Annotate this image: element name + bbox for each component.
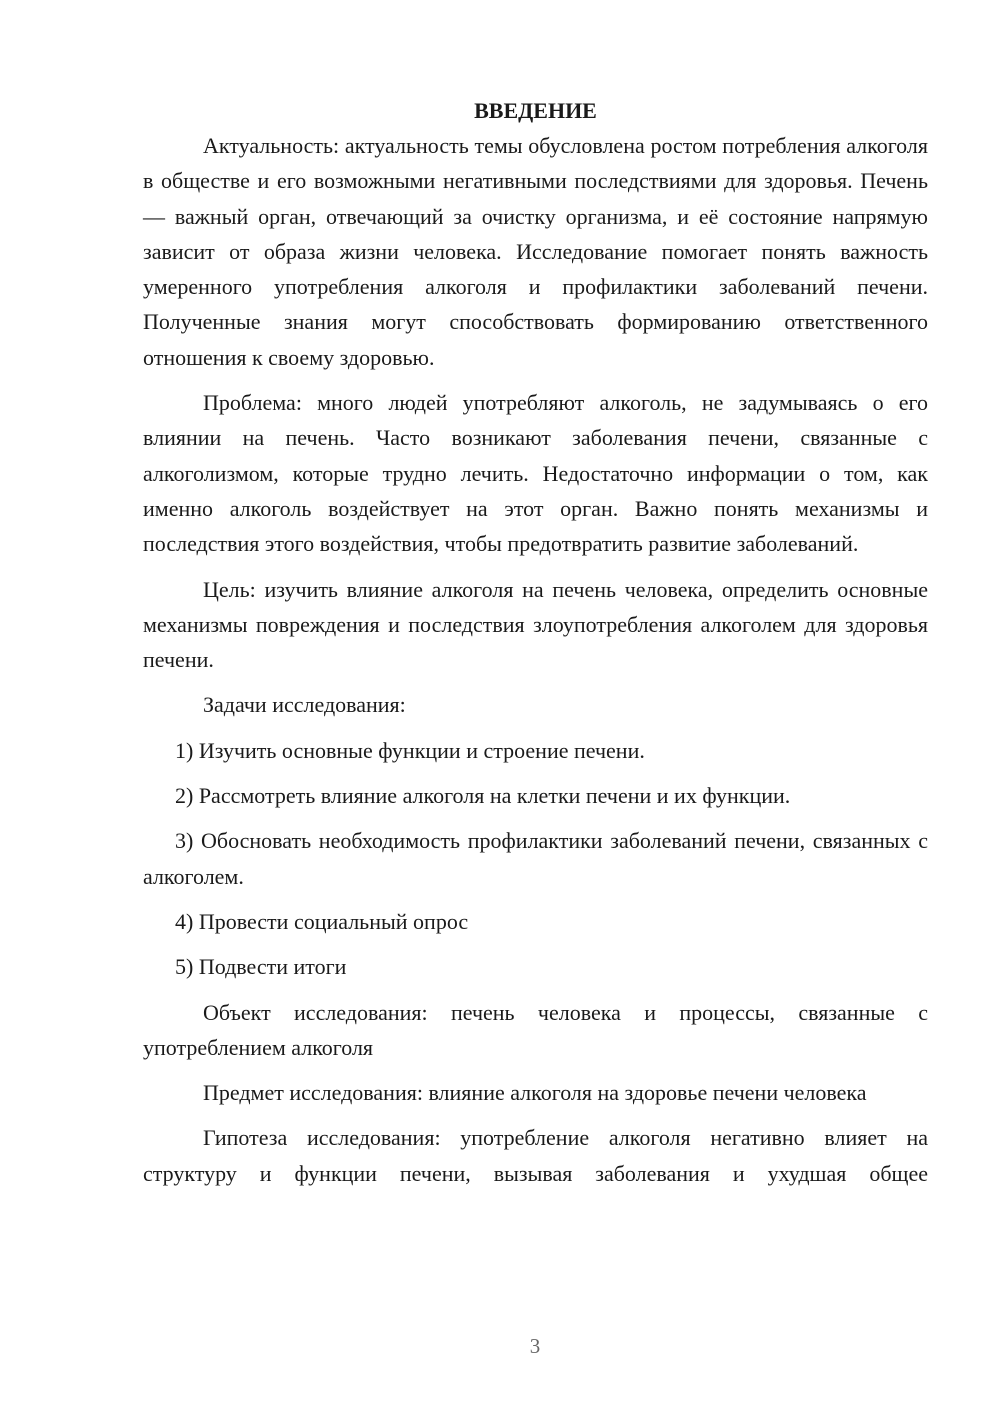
- page-title: ВВЕДЕНИЕ: [474, 98, 597, 123]
- paragraph-problem: Проблема: много людей употребляют алкоголь, не задумываясь о его влиянии на печень. Часто возникают заболевания печени, связанные с алкоголизмом, которые трудно лечить. Недостаточно информации о том, как именно алкоголь воздействует на этот орган. Важно понять механизмы и последствия этого воздействия, чтобы предотвратить развитие заболеваний.: [143, 390, 928, 557]
- paragraph-goal: Цель: изучить влияние алкоголя на печень человека, определить основные механизмы повреждения и последствия злоупотребления алкоголем для здоровья печени.: [143, 576, 928, 673]
- paragraph-relevance: Актуальность: актуальность темы обусловлена ростом потребления алкоголя в обществе и его возможными негативными последствиями для здоровья. Печень — важный орган, отвечающий за очистку организма, и её состояние напрямую зависит от образа жизни человека. Исследование помогает понять важность умеренного употребления алкоголя и профилактики заболеваний печени. Полученные знания могут способствовать формированию ответственного отношения к своему здоровью.: [143, 133, 928, 370]
- list-item-task-3: 3) Обосновать необходимость профилактики заболеваний печени, связанных с алкоголем.: [143, 828, 928, 889]
- tasks-heading: Задачи исследования:: [203, 692, 406, 718]
- page-number: 3: [529, 1334, 541, 1358]
- paragraph-object: Объект исследования: печень человека и процессы, связанные с употреблением алкоголя: [143, 999, 928, 1060]
- list-item-task-4: 4) Провести социальный опрос: [175, 908, 469, 934]
- list-item-task-1: 1) Изучить основные функции и строение печени.: [175, 737, 645, 763]
- paragraph-hypothesis: Гипотеза исследования: употребление алкоголя негативно влияет на структуру и функции печени, вызывая заболевания и ухудшая общее: [143, 1125, 928, 1186]
- paragraph-subject: Предмет исследования: влияние алкоголя на здоровье печени человека: [203, 1080, 867, 1106]
- document-body: [143, 93, 928, 1201]
- list-item-task-2: 2) Рассмотреть влияние алкоголя на клетки печени и их функции.: [175, 783, 791, 809]
- list-item-task-5: 5) Подвести итоги: [175, 954, 347, 980]
